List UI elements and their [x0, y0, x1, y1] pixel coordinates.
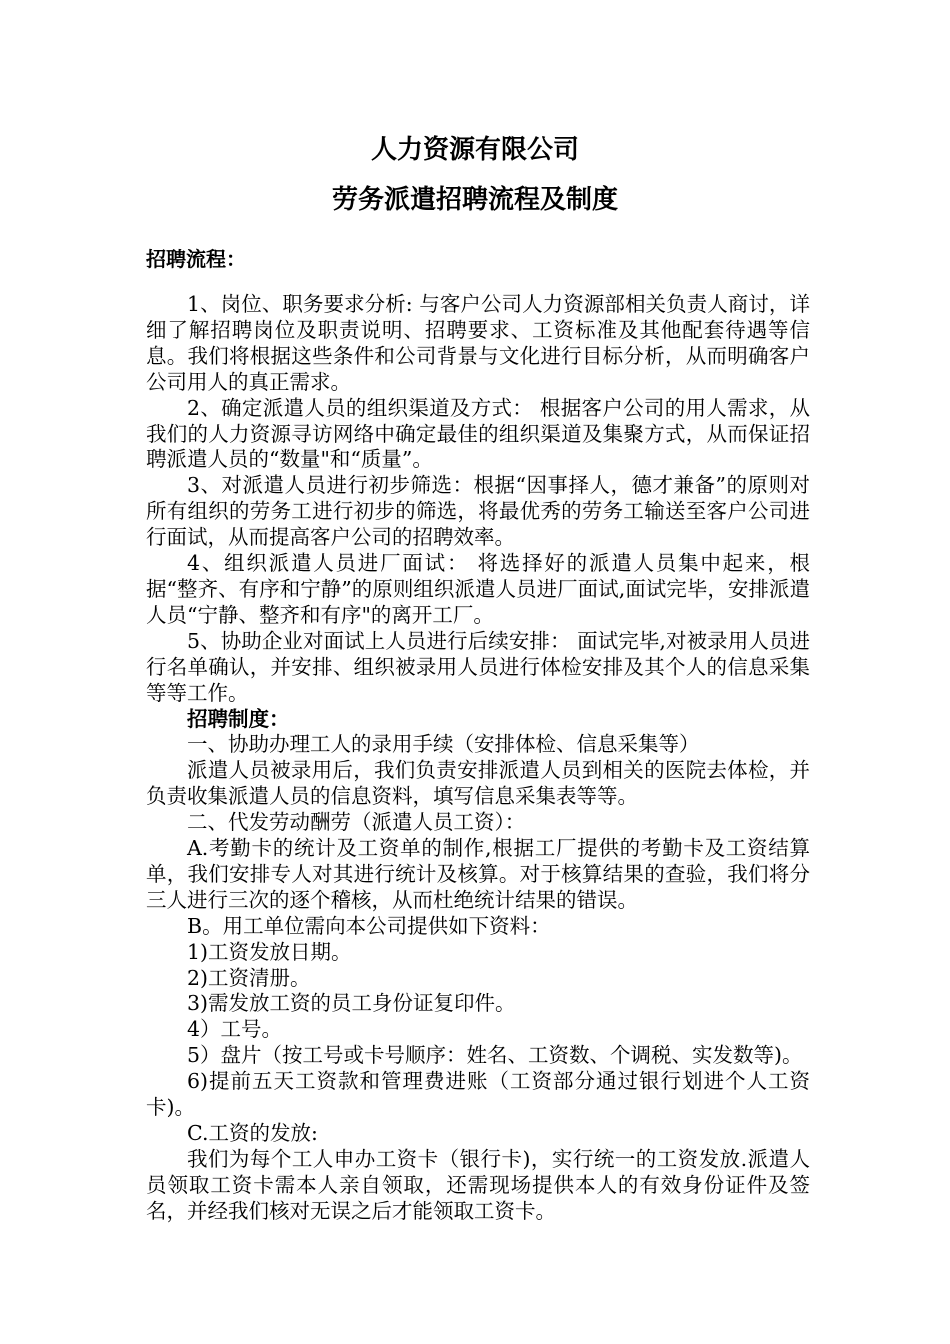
paragraph-step-2: 2、确定派遣人员的组织渠道及方式： 根据客户公司的用人需求，从我们的人力资源寻访网络中确定最佳的组织渠道及集聚方式，从而保证招聘派遣人员的“数量"和“质量”。: [146, 395, 810, 472]
paragraph-step-3: 3、对派遣人员进行初步筛选：根据“因事择人，德才兼备”的原则对所有组织的劳务工进行初步的筛选，将最优秀的劳务工输送至客户公司进行面试，从而提高客户公司的招聘效率。: [146, 473, 810, 550]
document-title: 人力资源有限公司: [370, 135, 579, 165]
paragraph-item-1-body: 派遣人员被录用后，我们负责安排派遣人员到相关的医院去体检，并负责收集派遣人员的信息资料，填写信息采集表等等。: [146, 758, 810, 809]
list-item-6: 6)提前五天工资款和管理费进账（工资部分通过银行划进个人工资卡)。: [146, 1069, 810, 1120]
section-heading-recruitment-system: 招聘制度：: [187, 706, 290, 731]
list-item-4: 4）工号。: [187, 1017, 283, 1042]
list-item-5: 5）盘片（按工号或卡号顺序：姓名、工资数、个调税、实发数等)。: [187, 1043, 803, 1068]
paragraph-item-a: A.考勤卡的统计及工资单的制作,根据工厂提供的考勤卡及工资结算单，我们安排专人对其进行统计及核算。对于核算结果的查验，我们将分三人进行三次的逐个稽核，从而杜绝统计结果的错误。: [146, 836, 810, 912]
list-item-3: 3)需发放工资的员工身份证复印件。: [187, 991, 516, 1016]
section-heading-recruitment-process: 招聘流程：: [146, 247, 246, 271]
paragraph-item-2-heading: 二、代发劳动酬劳（派遣人员工资）：: [187, 810, 526, 835]
document-subtitle: 劳务派遣招聘流程及制度: [331, 185, 618, 215]
paragraph-item-1-heading: 一、协助办理工人的录用手续（安排体检、信息采集等）: [187, 732, 700, 757]
paragraph-step-1: 1、岗位、职务要求分析: 与客户公司人力资源部相关负责人商讨，详细了解招聘岗位及职责说明、招聘要求、工资标准及其他配套待遇等信息。我们将根据这些条件和公司背景与文化进行目标分析，从而明确客户公司用人的真正需求。: [146, 292, 810, 394]
paragraph-step-5: 5、协助企业对面试上人员进行后续安排： 面试完毕,对被录用人员进行名单确认，并安排、组织被录用人员进行体检安排及其个人的信息采集等等工作。: [146, 628, 810, 705]
paragraph-item-c: C.工资的发放:: [187, 1121, 318, 1145]
paragraph-item-b: B。用工单位需向本公司提供如下资料：: [187, 913, 551, 938]
document-body: [146, 292, 810, 1225]
paragraph-step-4: 4、组织派遣人员进厂面试： 将选择好的派遣人员集中起来，根据“整齐、有序和宁静”的原则组织派遣人员进厂面试,面试完毕，安排派遣人员“宁静、整齐和有序"的离开工厂。: [146, 551, 810, 627]
list-item-1: 1)工资发放日期。: [187, 939, 352, 964]
list-item-2: 2)工资清册。: [187, 965, 311, 990]
paragraph-item-c-body: 我们为每个工人申办工资卡（银行卡)，实行统一的工资发放.派遣人员领取工资卡需本人亲自领取，还需现场提供本人的有效身份证件及签名，并经我们核对无误之后才能领取工资卡。: [146, 1146, 810, 1223]
